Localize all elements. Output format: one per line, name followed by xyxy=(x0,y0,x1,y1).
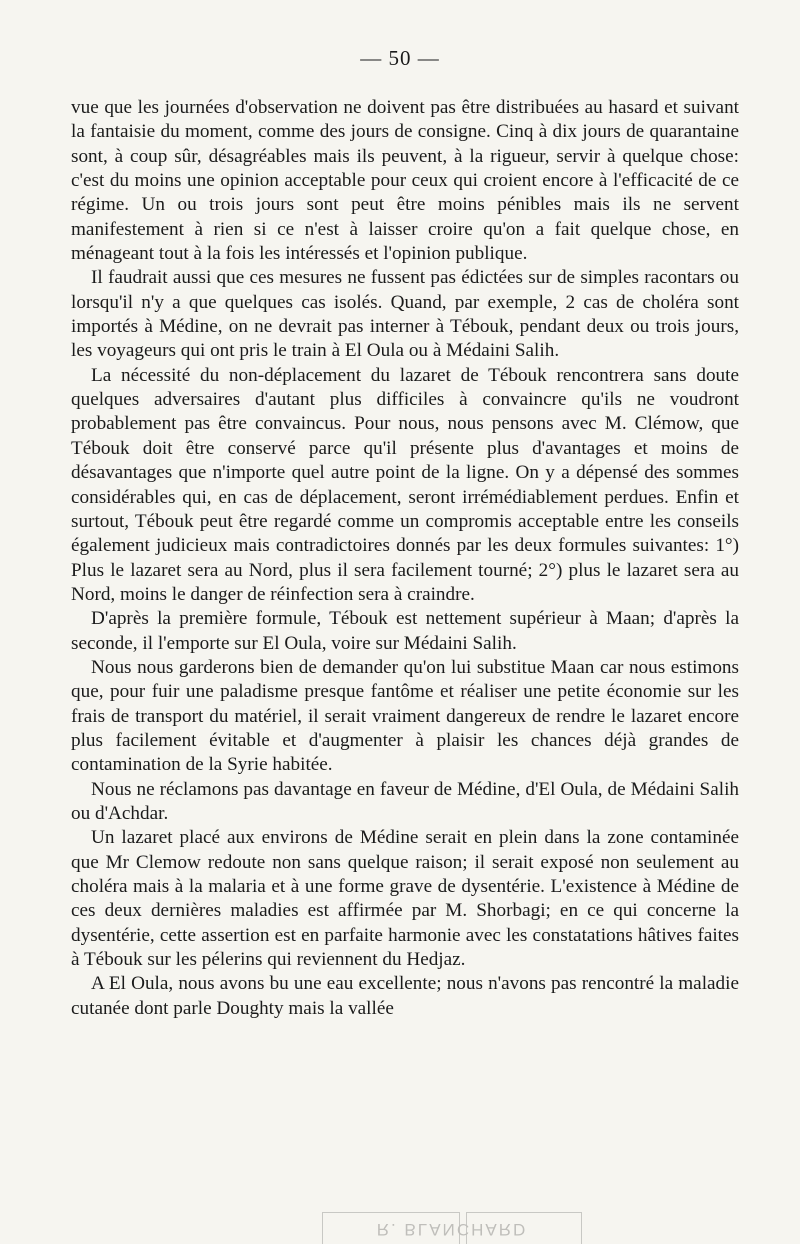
paragraph-6: Nous ne réclamons pas davantage en faveur de Médine, d'El Oula, de Médaini Salih ou d'Achdar. xyxy=(71,778,739,824)
library-stamp xyxy=(322,1212,582,1244)
paragraph-4: D'après la première formule, Tébouk est nettement supérieur à Maan; d'après la seconde, il l'emporte sur El Oula, voire sur Médaini Salih. xyxy=(71,608,739,654)
paragraph-3: La nécessité du non-déplacement du lazaret de Tébouk rencontrera sans doute quelques adversaires d'autant plus difficiles à convaincre qu'ils ne voudront probablement pas être convaincus. Pour nous, nous pensons avec M. Clémow, que Tébouk doit être conservé parce qu'il présente plus d'avantages et moins de désavantages que n'importe quel autre point de la ligne. On y a dépensé des sommes considérables qui, en cas de déplacement, seront irrémédiablement perdues. Enfin et surtout, Tébouk peut être regardé comme un compromis acceptable entre les conseils également judicieux mais contradictoires donnés par les deux formules suivantes: 1°) Plus le lazaret sera au Nord, plus il sera facilement tourné; 2°) plus le lazaret sera au Nord, moins le danger de réinfection sera à craindre. xyxy=(71,364,739,605)
paragraph-5: Nous nous garderons bien de demander qu'on lui substitue Maan car nous estimons que, pour fuir une paladisme presque fantôme et réaliser une petite économie sur les frais de transport du matériel, il serait vraiment dangereux de rendre le lazaret encore plus facilement évitable et d'augmenter à plaisir les chances déjà grandes de contamination de la Syrie habitée. xyxy=(71,656,739,776)
paragraph-7: Un lazaret placé aux environs de Médine serait en plein dans la zone contaminée que Mr Clemow redoute non sans quelque raison; il serait exposé non seulement au choléra mais à la malaria et à une forme grave de dysentérie. L'existence à Médine de ces deux dernières maladies est affirmée par M. Shorbagi; en ce qui concerne la dysentérie, cette assertion est en parfaite harmonie avec les constatations hâtives faites à Tébouk sur les pélerins qui reviennent du Hedjaz. xyxy=(71,827,739,971)
paragraph-1: vue que les journées d'observation ne doivent pas être distribuées au hasard et suivant la fantaisie du moment, comme des jours de consigne. Cinq à dix jours de quarantaine sont, à coup sûr, désagréables mais ils peuvent, à la rigueur, servir à quelque chose: c'est du moins une opinion acceptable pour ceux qui croient encore à l'efficacité de ce régime. Un ou trois jours sont peut être moins pénibles mais ils ne servent manifestement à rien si ce n'est à laisser croire qu'on a fait quelque chose, en ménageant tout à la fois les intéressés et l'opinion publique. xyxy=(71,97,739,265)
body-text xyxy=(71,96,739,1021)
stamp-text: R. BLANCHARD xyxy=(376,1220,528,1239)
paragraph-2: Il faudrait aussi que ces mesures ne fussent pas édictées sur de simples racontars ou lorsqu'il n'y a que quelques cas isolés. Quand, par exemple, 2 cas de choléra sont importés à Médine, on ne devrait pas interner à Tébouk, pendant deux ou trois jours, les voyageurs qui ont pris le train à El Oula ou à Médaini Salih. xyxy=(71,267,739,362)
page-number: — 50 — xyxy=(360,46,440,70)
paragraph-8: A El Oula, nous avons bu une eau excellente; nous n'avons pas rencontré la maladie cutanée dont parle Doughty mais la vallée xyxy=(71,973,739,1019)
